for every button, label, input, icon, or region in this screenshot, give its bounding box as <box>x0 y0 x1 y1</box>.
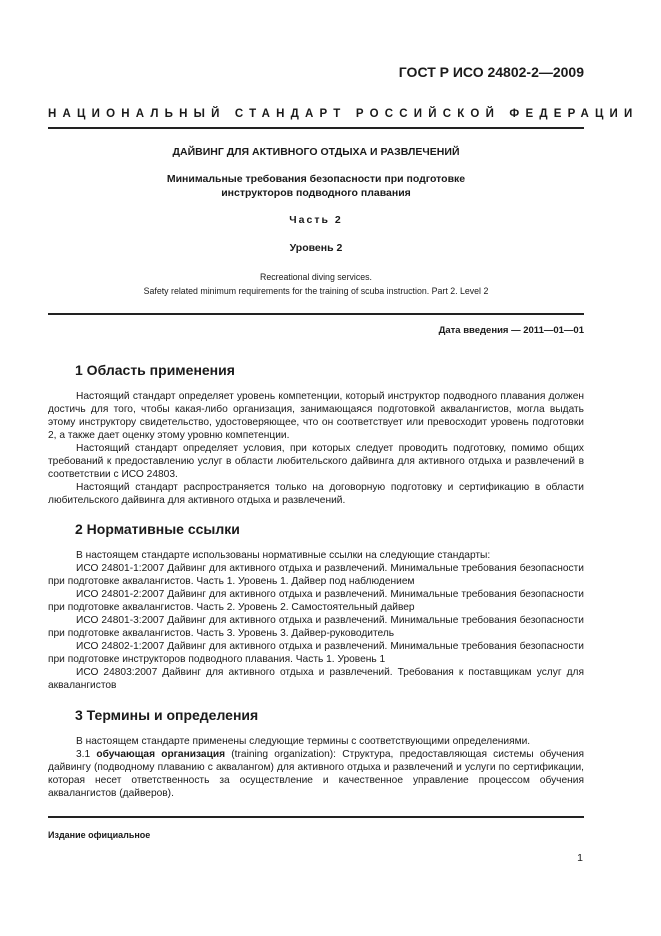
section-1-paragraph-2: Настоящий стандарт определяет условия, при которых следует проводить подготовку, помимо общих требований к предоставлению услуг в области любительского дайвинга для активного отдыха и развлечений в соответствии с ИСО 24803. <box>48 443 584 480</box>
page-number: 1 <box>577 852 583 864</box>
sub-title-line-1: Минимальные требования безопасности при подготовке <box>166 173 466 185</box>
edition-label: Издание официальное <box>48 830 151 840</box>
reference-item: ИСО 24801-1:2007 Дайвинг для активного отдыха и развлечений. Минимальные требования безопасности при подготовке аквалангистов. Часть 1. Уровень 1. Дайвер под наблюдением <box>48 563 584 587</box>
level-label: Уровень 2 <box>289 242 343 254</box>
national-standard-banner: НАЦИОНАЛЬНЫЙ СТАНДАРТ РОССИЙСКОЙ ФЕДЕРАЦИИ <box>48 108 639 120</box>
definition-term: обучающая организация <box>96 749 226 760</box>
introduction-date: Дата введения — 2011—01—01 <box>438 325 584 336</box>
definition-3-1 <box>48 748 584 800</box>
english-title-line-1: Recreational diving services. <box>260 272 372 282</box>
sub-title <box>48 172 584 200</box>
document-code: ГОСТ Р ИСО 24802-2—2009 <box>398 64 584 80</box>
section-3-heading: 3 Термины и определения <box>75 707 259 723</box>
english-title <box>48 270 584 298</box>
definition-number: 3.1 <box>76 749 91 760</box>
english-title-line-2: Safety related minimum requirements for the training of scuba instruction. Part 2. Level 2 <box>143 286 489 296</box>
divider-footer <box>48 816 584 818</box>
reference-item: ИСО 24801-3:2007 Дайвинг для активного отдыха и развлечений. Минимальные требования безопасности при подготовке аквалангистов. Часть 3. Уровень 3. Дайвер-руководитель <box>48 615 584 639</box>
section-2-heading: 2 Нормативные ссылки <box>75 521 240 537</box>
main-title: ДАЙВИНГ ДЛЯ АКТИВНОГО ОТДЫХА И РАЗВЛЕЧЕНИЙ <box>172 146 460 158</box>
section-3-intro: В настоящем стандарте применены следующие термины с соответствующими определениями. <box>76 736 531 747</box>
reference-item: ИСО 24803:2007 Дайвинг для активного отдыха и развлечений. Требования к поставщикам услуг для аквалангистов <box>48 667 584 691</box>
section-2-intro: В настоящем стандарте использованы нормативные ссылки на следующие стандарты: <box>76 550 491 561</box>
section-1-paragraph-3: Настоящий стандарт распространяется только на договорную подготовку и сертификацию в области любительского дайвинга для активного отдыха и развлечений. <box>48 482 584 506</box>
divider-title <box>48 313 584 315</box>
section-1-paragraph-1: Настоящий стандарт определяет уровень компетенции, который инструктор подводного плавания должен достичь для того, чтобы какая-либо организация, занимающаяся подготовкой аквалангистов, могла выдать этому инструктору свидетельство, удостоверяющее, что он соответствует или превосходит уровень подготовки 2, а также дает оценку этому уровню компетенции. <box>48 391 584 441</box>
reference-item: ИСО 24802-1:2007 Дайвинг для активного отдыха и развлечений. Минимальные требования безопасности при подготовке инструкторов подводного плавания. Часть 1. Уровень 1 <box>48 641 584 665</box>
sub-title-line-2: инструкторов подводного плавания <box>221 187 411 199</box>
section-2-body <box>48 549 584 692</box>
reference-item: ИСО 24801-2:2007 Дайвинг для активного отдыха и развлечений. Минимальные требования безопасности при подготовке аквалангистов. Часть 2. Уровень 2. Самостоятельный дайвер <box>48 589 584 613</box>
part-label: Часть 2 <box>289 214 343 226</box>
definition-text: (training organization): Структура, предоставляющая системы обучения дайвингу (подводному плаванию с аквалангом) для активного отдыха и развлечений и услуги по сертификации, которая несет ответственность за осуществление и качественное управление процессом обучения аквалангистов (дайверов). <box>48 749 584 799</box>
section-1-body <box>48 390 584 507</box>
section-1-heading: 1 Область применения <box>75 362 235 378</box>
divider-top <box>48 127 584 129</box>
section-3-body <box>48 735 584 800</box>
